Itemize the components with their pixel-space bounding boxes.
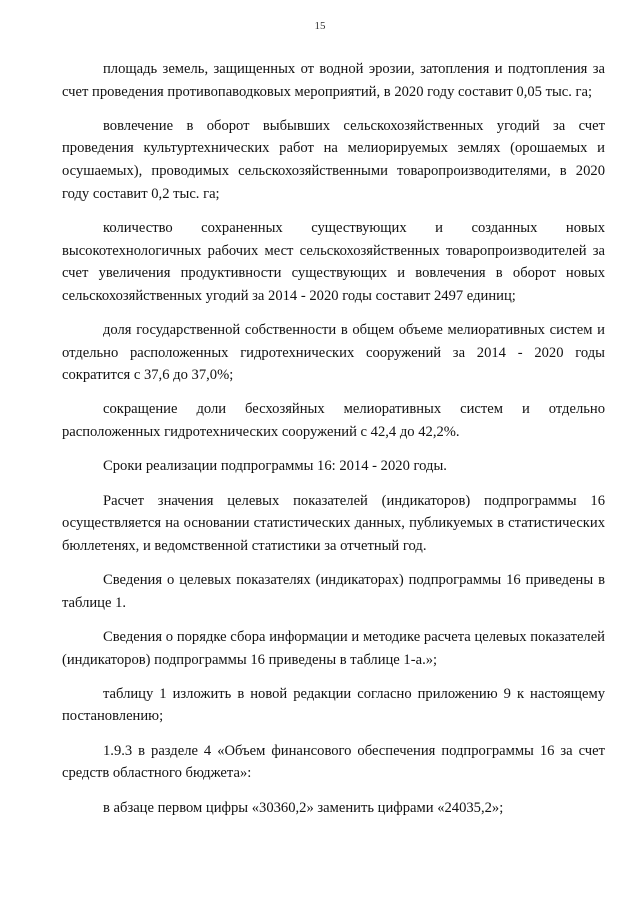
paragraph-section-4-amendment: 1.9.3 в разделе 4 «Объем финансового обеспечения подпрограммы 16 за счет средств областного бюджета»: [62,742,605,782]
paragraph-table-1a-reference: Сведения о порядке сбора информации и методике расчета целевых показателей (индикаторов) подпрограммы 16 приведены в таблице 1-а.»; [62,628,605,668]
paragraph-table-1-new-edition: таблицу 1 изложить в новой редакции согласно приложению 9 к настоящему постановлению; [62,685,605,725]
paragraph-indicator-calculation: Расчет значения целевых показателей (индикаторов) подпрограммы 16 осуществляется на основании статистических данных, публикуемых в статистических бюллетенях, и ведомственной статистики за отчетный год. [62,492,605,554]
paragraph-table-1-reference: Сведения о целевых показателях (индикаторах) подпрограммы 16 приведены в таблице 1. [62,572,605,611]
paragraph-implementation-period: Сроки реализации подпрограммы 16: 2014 - 2020 годы. [103,458,447,475]
paragraph-workplaces: количество сохраненных существующих и созданных новых высокотехнологичных рабочих мест сельскохозяйственных товаропроизводителей за счет увеличения продуктивности существующих и вовлечения в оборот новых сельскохозяйственных угодий за 2014 - 2020 годы составит 2497 единиц; [62,219,605,304]
document-body [62,58,605,831]
page-number: 15 [314,20,326,32]
paragraph-state-ownership-share: доля государственной собственности в общем объеме мелиоративных систем и отдельно расположенных гидротехнических сооружений за 2014 - 2020 годы сократится с 37,6 до 37,0%; [62,322,605,384]
paragraph-erosion-protection: площадь земель, защищенных от водной эрозии, затопления и подтопления за счет проведения противопаводковых мероприятий, в 2020 году составит 0,05 тыс. га; [62,61,605,100]
paragraph-land-involvement: вовлечение в оборот выбывших сельскохозяйственных угодий за счет проведения культуртехнических работ на мелиорируемых землях (орошаемых и осушаемых), проводимых сельскохозяйственными товаропроизводителями, в 2020 году составит 0,2 тыс. га; [62,117,605,202]
paragraph-ownerless-systems: сокращение доли бесхозяйных мелиоративных систем и отдельно расположенных гидротехнических сооружений с 42,4 до 42,2%. [62,401,605,441]
paragraph-figure-replacement: в абзаце первом цифры «30360,2» заменить цифрами «24035,2»; [103,799,504,816]
